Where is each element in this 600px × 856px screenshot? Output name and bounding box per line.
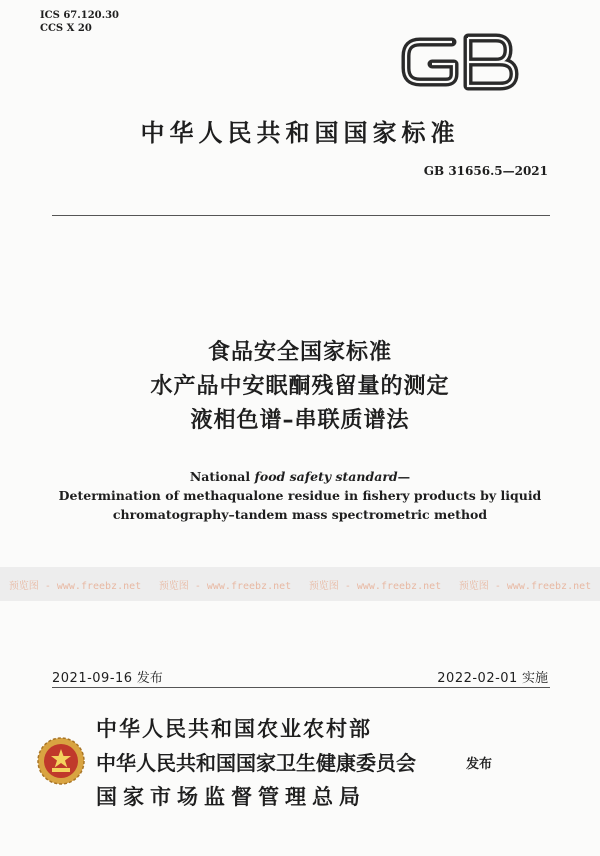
- en-title-line-2: Determination of methaqualone residue in fishery products by liquid: [58, 488, 542, 503]
- issuer-3: 国家市场监督管理总局: [96, 785, 366, 809]
- en-title: [0, 467, 600, 524]
- ccs-code: CCS X 20: [40, 23, 92, 34]
- bottom-divider: [52, 687, 550, 688]
- en-title-line-1: National food safety standard—: [189, 469, 411, 484]
- issuer-2: 中华人民共和国国家卫生健康委员会: [96, 751, 416, 775]
- cn-title-line-1: 食品安全国家标准: [207, 340, 392, 365]
- watermark-band: [0, 567, 600, 601]
- implementation-date: 2022-02-01 实施: [437, 671, 548, 686]
- en-title-line-3: chromatography–tandem mass spectrometric method: [112, 507, 488, 522]
- watermark-text: 预览图 - www.freebz.net: [8, 580, 142, 592]
- national-emblem-icon: [36, 736, 86, 786]
- gb-logo: [398, 30, 522, 94]
- watermark-text: 预览图 - www.freebz.net: [458, 580, 592, 592]
- org-title: 中华人民共和国国家标准: [140, 119, 460, 147]
- ics-code: ICS 67.120.30: [40, 10, 120, 21]
- standard-number: GB 31656.5—2021: [423, 164, 548, 178]
- top-divider: [52, 215, 550, 216]
- cn-title-line-2: 水产品中安眠酮残留量的测定: [150, 374, 450, 399]
- issue-word: 发布: [466, 757, 493, 772]
- issue-date: 2021-09-16 发布: [52, 671, 163, 686]
- watermark-text: 预览图 - www.freebz.net: [158, 580, 292, 592]
- classification-codes: [40, 9, 119, 35]
- cn-title-line-3: 液相色谱–串联质谱法: [190, 408, 410, 433]
- issuer-1: 中华人民共和国农业农村部: [96, 717, 372, 741]
- watermark-text: 预览图 - www.freebz.net: [308, 580, 442, 592]
